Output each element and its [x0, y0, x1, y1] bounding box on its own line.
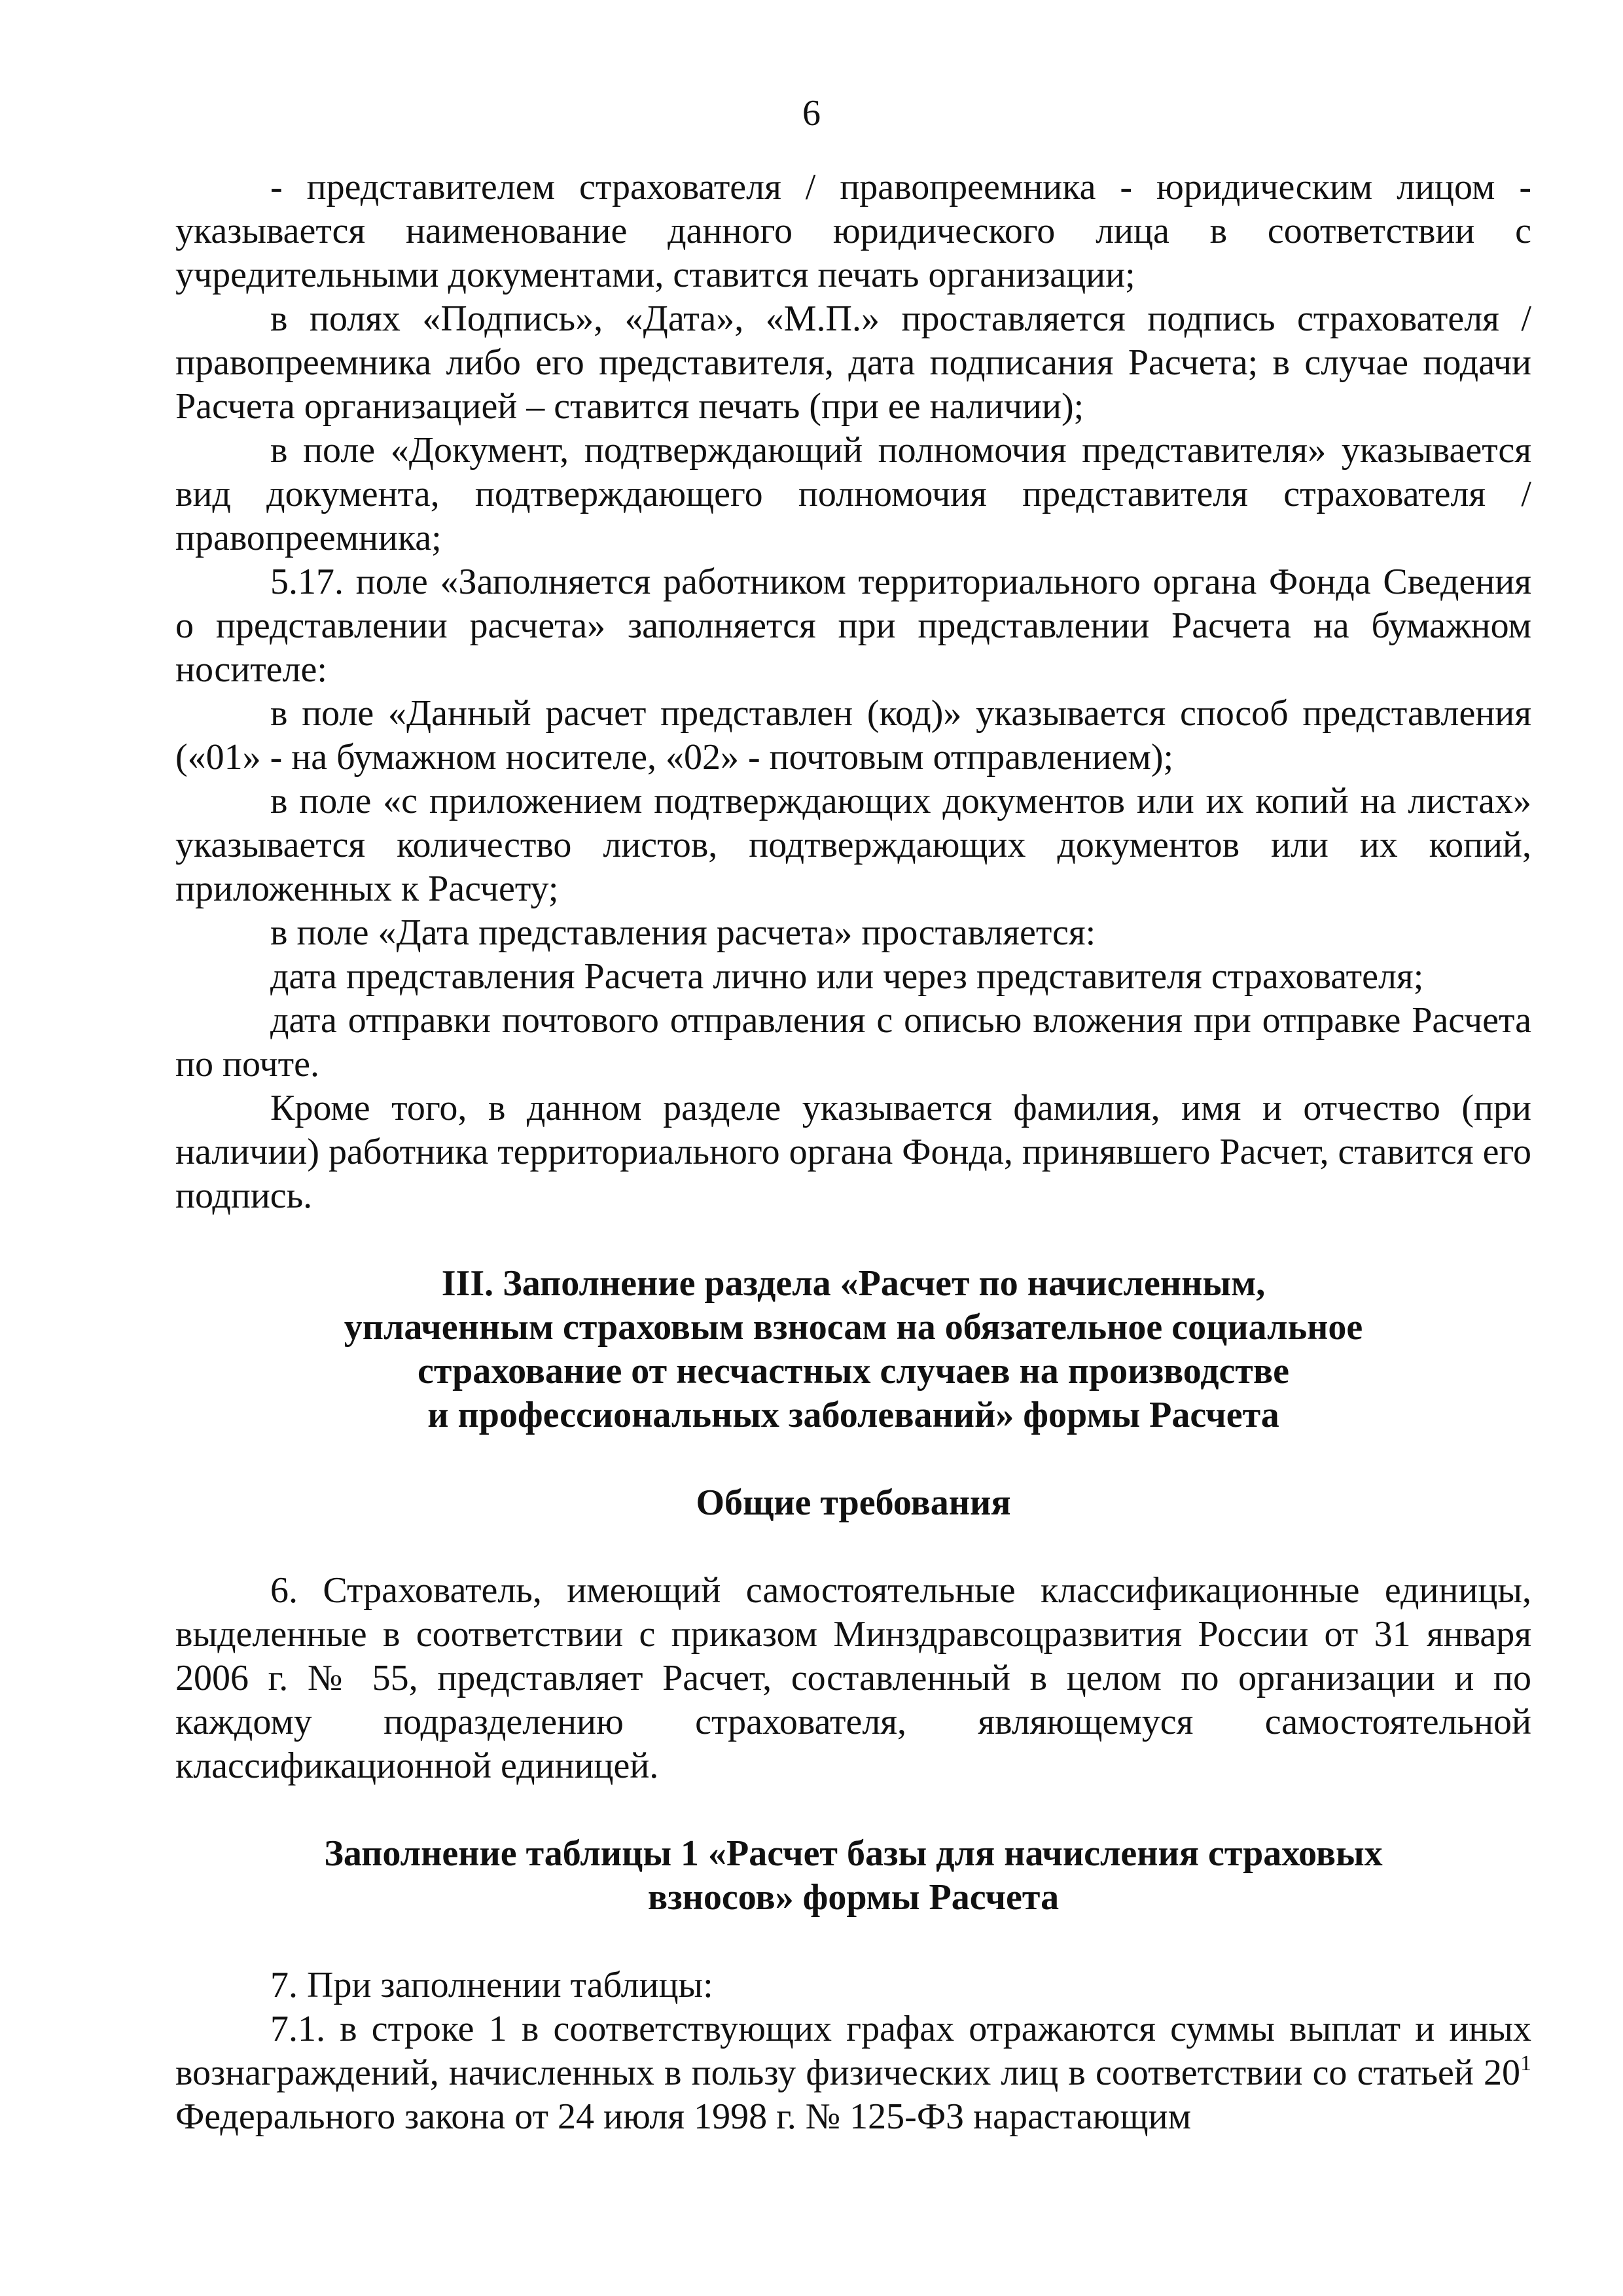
paragraph: дата отправки почтового отправления с описью вложения при отправке Расчета по почте. [175, 1000, 1531, 1085]
paragraph: дата представления Расчета лично или через представителя страхователя; [270, 956, 1424, 997]
section-heading [175, 1262, 1531, 1437]
paragraph-5-17: 5.17. поле «Заполняется работником территориального органа Фонда Сведения о представлении расчета» заполняется при представлении Расчета на бумажном носителе: [175, 562, 1531, 690]
table-heading [175, 1832, 1531, 1920]
section-heading-line: страхование от несчастных случаев на производстве [418, 1351, 1289, 1391]
table-heading-line: Заполнение таблицы 1 «Расчет базы для начисления страховых [324, 1833, 1383, 1874]
paragraph: в поле «Данный расчет представлен (код)» указывается способ представления («01» - на бумажном носителе, «02» - почтовым отправлением); [175, 693, 1531, 778]
page-number: 6 [802, 93, 821, 134]
section-heading-line: III. Заполнение раздела «Расчет по начисленным, [441, 1263, 1266, 1304]
paragraph: в поле «с приложением подтверждающих документов или их копий на листах» указывается количество листов, подтверждающих документов или их копий, приложенных к Расчету; [175, 781, 1531, 909]
document-body [175, 166, 1531, 2139]
section-heading-line: и профессиональных заболеваний» формы Расчета [427, 1395, 1279, 1435]
table-heading-line: взносов» формы Расчета [647, 1877, 1060, 1918]
paragraph: Кроме того, в данном разделе указывается фамилия, имя и отчество (при наличии) работника территориального органа Фонда, принявшего Расчет, ставится его подпись. [175, 1088, 1531, 1216]
paragraph-6: 6. Страхователь, имеющий самостоятельные классификационные единицы, выделенные в соответствии с приказом Минздравсоцразвития России от 31 января 2006 г. № 55, представляет Расчет, составленный в целом по организации и по каждому подразделению страхователя, являющемуся самостоятельной классификационной единицей. [175, 1570, 1531, 1786]
paragraph-7-1 [175, 2007, 1531, 2139]
section-heading-line: уплаченным страховым взносам на обязательное социальное [344, 1307, 1363, 1348]
paragraph: в поле «Документ, подтверждающий полномочия представителя» указывается вид документа, подтверждающего полномочия представителя страхователя / правопреемника; [175, 430, 1531, 558]
paragraph: в поле «Дата представления расчета» проставляется: [270, 912, 1096, 953]
subheading-general-requirements: Общие требования [696, 1482, 1011, 1523]
paragraph-7-1-start: 7.1. в строке 1 в соответствующих графах отражаются суммы выплат и иных вознаграждений, начисленных в пользу физических лиц в соответствии со статьей 20 [175, 2009, 1531, 2093]
paragraph: в полях «Подпись», «Дата», «М.П.» проставляется подпись страхователя / правопреемника либо его представителя, дата подписания Расчета; в случае подачи Расчета организацией – ставится печать (при ее наличии); [175, 298, 1531, 427]
paragraph-7-1-end: Федерального закона от 24 июля 1998 г. № 125-ФЗ нарастающим [175, 2096, 1192, 2137]
paragraph: - представителем страхователя / правопреемника - юридическим лицом - указывается наименование данного юридического лица в соответствии с учредительными документами, ставится печать организации; [175, 167, 1531, 295]
superscript: 1 [1520, 2051, 1531, 2075]
paragraph-7: 7. При заполнении таблицы: [270, 1965, 713, 2005]
